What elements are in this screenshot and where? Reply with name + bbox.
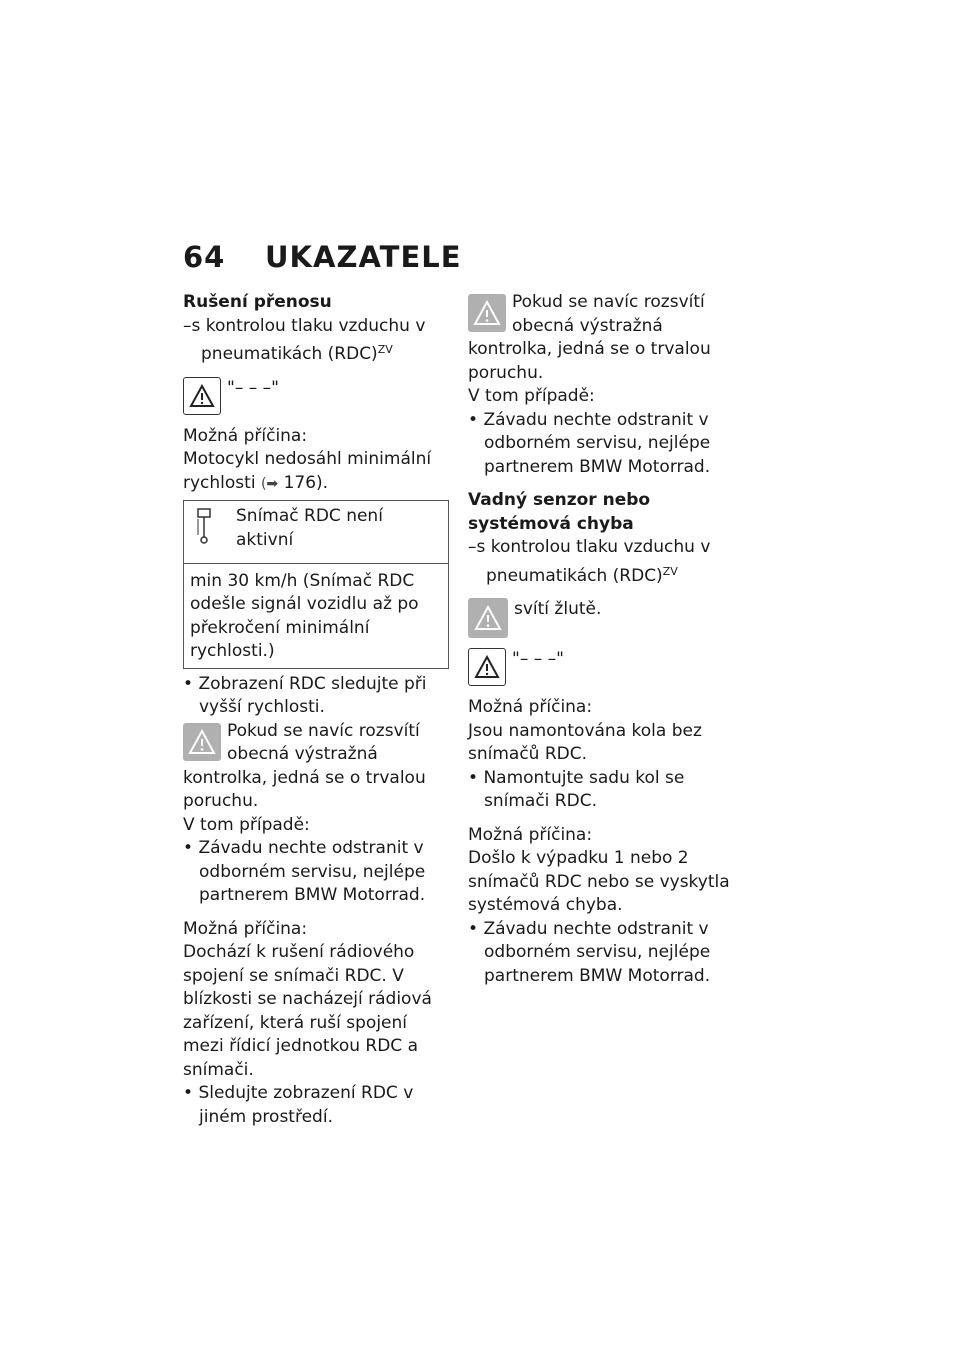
page-title: UKAZATELE bbox=[265, 240, 462, 274]
then-label: V tom případě: bbox=[468, 386, 595, 406]
list-item: • Zobrazení RDC sledujte při vyšší rychlosti. bbox=[183, 673, 427, 717]
lamp-indicator bbox=[468, 598, 736, 638]
cause-text: Došlo k výpadku 1 nebo 2 snímačů RDC nebo se vyskytla systémová chyba. bbox=[468, 848, 730, 915]
cause-label: Možná příčina: bbox=[183, 425, 308, 446]
left-column bbox=[183, 291, 449, 1129]
cause-text: Dochází k rušení rádiového spojení se snímači RDC. V blízkosti se nacházejí rádiová zařízení, která ruší spojení mezi řídicí jednotkou RDC a snímači. bbox=[183, 942, 432, 1080]
page-number: 64 bbox=[183, 240, 226, 274]
page-header bbox=[183, 240, 462, 274]
note-body: min 30 km/h (Snímač RDC odešle signál vozidlu až po překročení minimální rychlosti.) bbox=[190, 570, 419, 661]
warning-note bbox=[183, 720, 449, 814]
warning-triangle-icon bbox=[183, 723, 221, 761]
section-heading: Vadný senzor nebo systémová chyba bbox=[468, 490, 651, 534]
display-indicator bbox=[468, 648, 736, 686]
cause-text: Jsou namontována kola bez snímačů RDC. bbox=[468, 720, 702, 764]
section-heading: Rušení přenosu bbox=[183, 292, 332, 312]
cause-label: Možná příčina: bbox=[468, 824, 593, 845]
note-box bbox=[183, 500, 449, 669]
arrow-reference-icon: (➡ bbox=[260, 475, 279, 492]
warning-triangle-icon bbox=[468, 294, 506, 332]
then-label: V tom případě: bbox=[183, 814, 310, 835]
list-item: • Namontujte sadu kol se snímači RDC. bbox=[468, 767, 685, 811]
warning-text: Pokud se navíc rozsvítí obecná výstražná kontrolka, jedná se o trvalou poruchu. bbox=[468, 292, 711, 383]
lamp-text: svítí žlutě. bbox=[514, 599, 602, 619]
condition-text: –s kontrolou tlaku vzduchu v pneumatikách (RDC)$^{ZV}$ bbox=[468, 537, 711, 586]
display-value: "– – –" bbox=[512, 649, 564, 669]
list-item: • Závadu nechte odstranit v odborném servisu, nejlépe partnerem BMW Motorrad. bbox=[468, 409, 711, 477]
warning-triangle-icon bbox=[468, 648, 506, 686]
warning-text: Pokud se navíc rozsvítí obecná výstražná kontrolka, jedná se o trvalou poruchu. bbox=[183, 720, 426, 811]
condition-text: –s kontrolou tlaku vzduchu v pneumatikách (RDC)$^{ZV}$ bbox=[183, 315, 426, 364]
tire-sensor-icon bbox=[190, 505, 228, 553]
warning-triangle-icon bbox=[468, 598, 508, 638]
warning-note bbox=[468, 291, 736, 385]
right-column bbox=[468, 291, 736, 988]
list-item: • Závadu nechte odstranit v odborném servisu, nejlépe partnerem BMW Motorrad. bbox=[183, 838, 426, 905]
cause-label: Možná příčina: bbox=[468, 697, 593, 717]
list-item: • Závadu nechte odstranit v odborném servisu, nejlépe partnerem BMW Motorrad. bbox=[468, 918, 711, 986]
display-value: "– – –" bbox=[227, 377, 279, 398]
cause-text: Motocykl nedosáhl minimální rychlosti (➡ 176). bbox=[183, 448, 449, 496]
cause-label: Možná příčina: bbox=[183, 918, 308, 939]
list-item: • Sledujte zobrazení RDC v jiném prostředí. bbox=[183, 1083, 414, 1127]
note-title: Snímač RDC není aktivní bbox=[236, 506, 383, 550]
warning-triangle-icon bbox=[183, 377, 221, 415]
display-indicator bbox=[183, 377, 449, 415]
